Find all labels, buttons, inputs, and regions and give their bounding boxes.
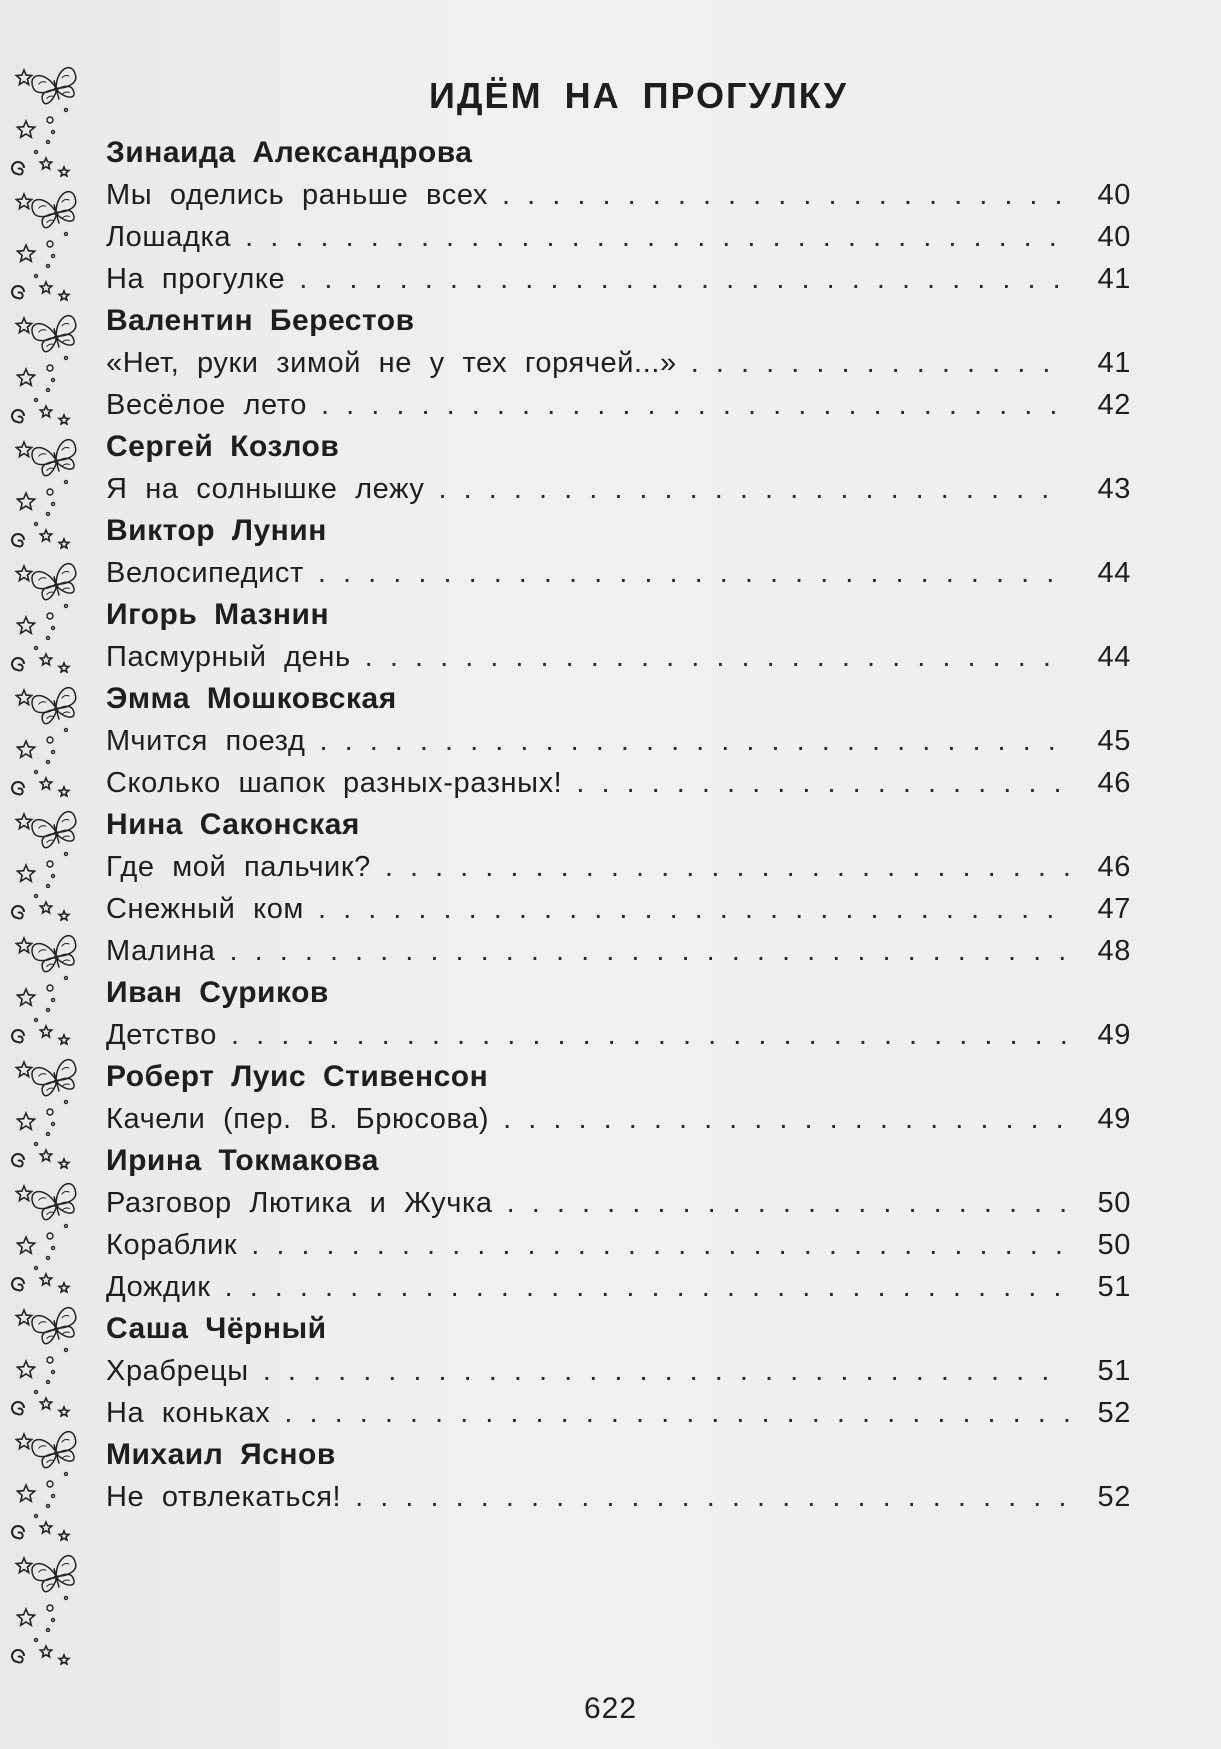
entry-title: Сколько шапок разных-разных! [106, 767, 563, 799]
toc-entry[interactable] [106, 1014, 1131, 1056]
author-name: Ирина Токмакова [106, 1144, 379, 1177]
author-name: Эмма Мошковская [106, 682, 397, 715]
toc-entry[interactable] [106, 1224, 1131, 1266]
entry-page-number: 42 [1097, 389, 1131, 421]
entry-page-number: 44 [1097, 641, 1131, 673]
entry-page-number: 50 [1097, 1187, 1131, 1219]
dot-leader [299, 258, 1069, 300]
dot-leader [321, 384, 1069, 426]
entry-page-number: 52 [1097, 1397, 1131, 1429]
toc-entry[interactable] [106, 216, 1131, 258]
entry-page-number: 44 [1097, 557, 1131, 589]
author-name: Роберт Луис Стивенсон [106, 1060, 489, 1093]
entry-title: Малина [106, 935, 216, 967]
dot-leader [229, 930, 1069, 972]
toc-entry[interactable] [106, 1098, 1131, 1140]
dot-leader [576, 762, 1069, 804]
dot-leader [319, 720, 1069, 762]
dot-leader [245, 216, 1069, 258]
entry-title: Детство [106, 1019, 217, 1051]
dot-leader [284, 1392, 1069, 1434]
entry-page-number: 49 [1097, 1019, 1131, 1051]
page-number: 622 [583, 1692, 638, 1725]
dot-leader [318, 888, 1069, 930]
entry-title: Мы оделись раньше всех [106, 179, 489, 211]
toc-entry[interactable] [106, 258, 1131, 300]
toc-list [106, 132, 1131, 1518]
dot-leader [385, 846, 1069, 888]
entry-title: Дождик [106, 1271, 211, 1303]
author-name: Валентин Берестов [106, 304, 415, 337]
toc-entry[interactable] [106, 1266, 1131, 1308]
entry-page-number: 47 [1097, 893, 1131, 925]
toc-entry[interactable] [106, 930, 1131, 972]
dot-leader [231, 1014, 1069, 1056]
entry-page-number: 41 [1097, 263, 1131, 295]
toc-section [106, 300, 1131, 426]
toc-entry[interactable] [106, 1476, 1131, 1518]
dot-leader [502, 174, 1069, 216]
toc-section [106, 132, 1131, 300]
entry-title: Велосипедист [106, 557, 304, 589]
table-of-contents [106, 66, 1131, 1518]
toc-section [106, 972, 1131, 1056]
toc-section [106, 1308, 1131, 1434]
toc-entry[interactable] [106, 888, 1131, 930]
author-name: Михаил Яснов [106, 1438, 336, 1471]
toc-section [106, 1140, 1131, 1308]
toc-entry[interactable] [106, 720, 1131, 762]
dot-leader [365, 636, 1069, 678]
entry-title: На коньках [106, 1397, 271, 1429]
toc-entry[interactable] [106, 846, 1131, 888]
entry-page-number: 43 [1097, 473, 1131, 505]
entry-title: На прогулке [106, 263, 286, 295]
entry-title: Кораблик [106, 1229, 238, 1261]
entry-title: Не отвлекаться! [106, 1481, 342, 1513]
entry-title: Весёлое лето [106, 389, 308, 421]
butterfly-star-border-icon [6, 60, 86, 1680]
toc-entry[interactable] [106, 552, 1131, 594]
entry-title: Мчится поезд [106, 725, 306, 757]
entry-title: Качели (пер. В. Брюсова) [106, 1103, 490, 1135]
entry-page-number: 45 [1097, 725, 1131, 757]
entry-title: Разговор Лютика и Жучка [106, 1187, 493, 1219]
entry-page-number: 50 [1097, 1229, 1131, 1261]
toc-section [106, 1056, 1131, 1140]
dot-leader [503, 1098, 1069, 1140]
entry-page-number: 49 [1097, 1103, 1131, 1135]
entry-page-number: 48 [1097, 935, 1131, 967]
entry-page-number: 40 [1097, 179, 1131, 211]
author-name: Нина Саконская [106, 808, 360, 841]
toc-entry[interactable] [106, 1182, 1131, 1224]
toc-section [106, 1434, 1131, 1518]
author-name: Виктор Лунин [106, 514, 327, 547]
dot-leader [318, 552, 1069, 594]
entry-page-number: 51 [1097, 1355, 1131, 1387]
author-name: Зинаида Александрова [106, 136, 473, 169]
toc-section [106, 426, 1131, 510]
toc-section [106, 594, 1131, 678]
toc-entry[interactable] [106, 468, 1131, 510]
entry-page-number: 52 [1097, 1481, 1131, 1513]
dot-leader [355, 1476, 1069, 1518]
toc-section [106, 510, 1131, 594]
toc-section [106, 804, 1131, 972]
entry-page-number: 46 [1097, 851, 1131, 883]
toc-entry[interactable] [106, 384, 1131, 426]
dot-leader [263, 1350, 1069, 1392]
decorative-border [6, 60, 86, 1680]
section-title: ИДЁМ НА ПРОГУЛКУ [429, 75, 848, 116]
entry-title: Лошадка [106, 221, 232, 253]
toc-entry[interactable] [106, 342, 1131, 384]
entry-title: «Нет, руки зимой не у тех горячей...» [106, 347, 677, 379]
entry-title: Где мой пальчик? [106, 851, 371, 883]
entry-title: Пасмурный день [106, 641, 351, 673]
author-name: Игорь Мазнин [106, 598, 330, 631]
toc-entry[interactable] [106, 1350, 1131, 1392]
entry-page-number: 51 [1097, 1271, 1131, 1303]
entry-page-number: 41 [1097, 347, 1131, 379]
toc-entry[interactable] [106, 762, 1131, 804]
toc-section [106, 678, 1131, 804]
author-name: Сергей Козлов [106, 430, 340, 463]
dot-leader [507, 1182, 1069, 1224]
entry-title: Я на солнышке лежу [106, 473, 425, 505]
entry-title: Храбрецы [106, 1355, 249, 1387]
dot-leader [225, 1266, 1069, 1308]
author-name: Иван Суриков [106, 976, 329, 1009]
toc-entry[interactable] [106, 174, 1131, 216]
entry-page-number: 40 [1097, 221, 1131, 253]
author-name: Саша Чёрный [106, 1312, 327, 1345]
dot-leader [251, 1224, 1069, 1266]
dot-leader [691, 342, 1069, 384]
entry-title: Снежный ком [106, 893, 304, 925]
entry-page-number: 46 [1097, 767, 1131, 799]
toc-entry[interactable] [106, 1392, 1131, 1434]
toc-entry[interactable] [106, 636, 1131, 678]
dot-leader [439, 468, 1069, 510]
